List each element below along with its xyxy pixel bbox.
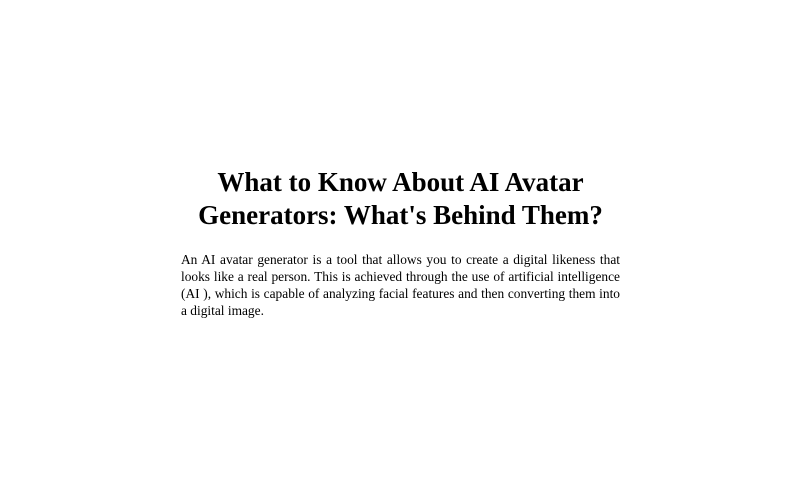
article-paragraph: An AI avatar generator is a tool that allows you to create a digital likeness that looks like a real person. This is achieved through the use of artificial intelligence (AI ), which is capable of analyzing facial features and then converting them into a digital image. [181, 252, 620, 318]
article [181, 166, 620, 319]
article-title: What to Know About AI Avatar Generators: What's Behind Them? [198, 167, 603, 230]
